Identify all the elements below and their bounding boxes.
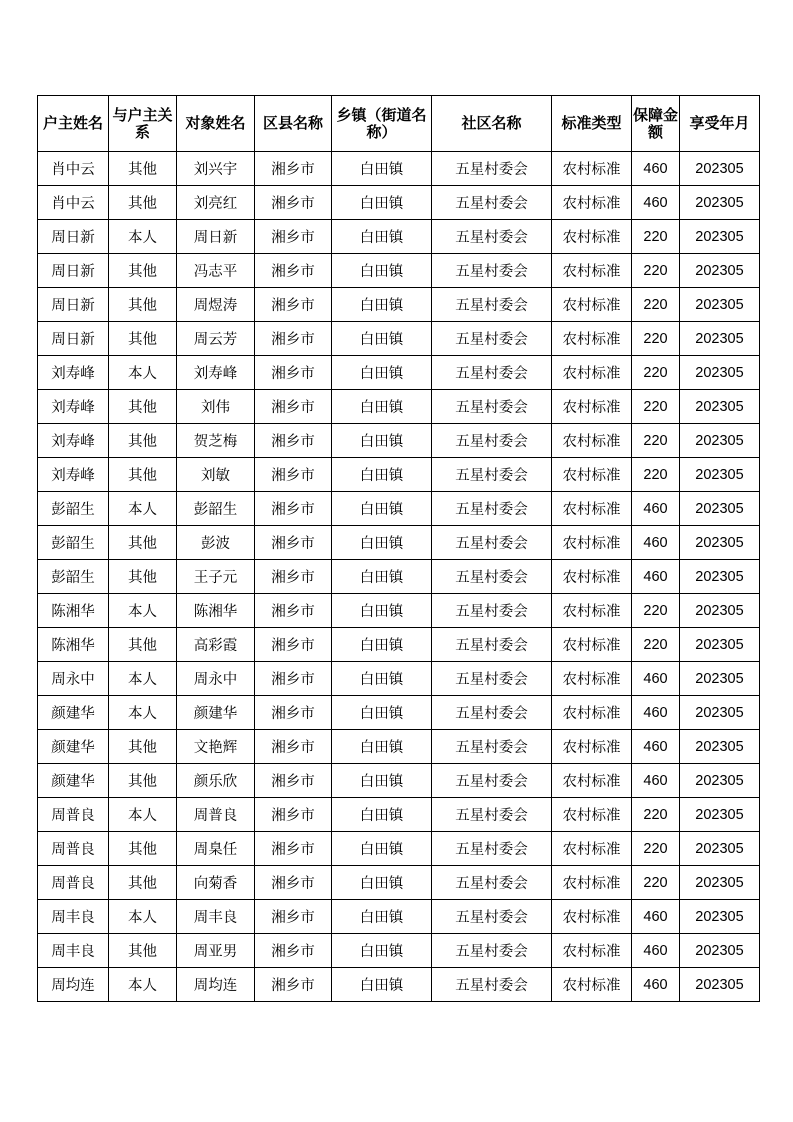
cell-community: 五星村委会 [432,730,552,764]
cell-head-name: 周日新 [38,322,109,356]
cell-person-name: 刘寿峰 [177,356,255,390]
cell-town: 白田镇 [332,424,432,458]
cell-amount: 460 [632,968,680,1002]
cell-person-name: 冯志平 [177,254,255,288]
cell-head-name: 颜建华 [38,730,109,764]
table-row [38,934,760,968]
cell-head-name: 彭韶生 [38,526,109,560]
table-row [38,764,760,798]
cell-community: 五星村委会 [432,696,552,730]
cell-person-name: 周普良 [177,798,255,832]
header-town: 乡镇（街道名称） [332,96,432,152]
table-row [38,968,760,1002]
cell-person-name: 周煜涛 [177,288,255,322]
cell-county: 湘乡市 [255,866,332,900]
cell-county: 湘乡市 [255,322,332,356]
cell-relation: 其他 [109,288,177,322]
cell-community: 五星村委会 [432,594,552,628]
cell-town: 白田镇 [332,696,432,730]
cell-community: 五星村委会 [432,322,552,356]
cell-community: 五星村委会 [432,832,552,866]
cell-head-name: 周普良 [38,866,109,900]
cell-town: 白田镇 [332,186,432,220]
cell-relation: 其他 [109,322,177,356]
cell-community: 五星村委会 [432,186,552,220]
table-row [38,356,760,390]
cell-county: 湘乡市 [255,696,332,730]
cell-head-name: 彭韶生 [38,560,109,594]
cell-town: 白田镇 [332,662,432,696]
cell-person-name: 刘敏 [177,458,255,492]
cell-amount: 460 [632,560,680,594]
cell-standard-type: 农村标准 [552,322,632,356]
cell-head-name: 周日新 [38,254,109,288]
cell-standard-type: 农村标准 [552,152,632,186]
cell-amount: 460 [632,900,680,934]
cell-month: 202305 [680,492,760,526]
cell-month: 202305 [680,254,760,288]
cell-month: 202305 [680,662,760,696]
cell-standard-type: 农村标准 [552,186,632,220]
cell-amount: 220 [632,254,680,288]
cell-community: 五星村委会 [432,628,552,662]
cell-standard-type: 农村标准 [552,254,632,288]
cell-standard-type: 农村标准 [552,560,632,594]
table-row [38,220,760,254]
cell-month: 202305 [680,628,760,662]
cell-amount: 460 [632,730,680,764]
cell-amount: 220 [632,628,680,662]
cell-county: 湘乡市 [255,662,332,696]
cell-head-name: 陈湘华 [38,628,109,662]
cell-standard-type: 农村标准 [552,900,632,934]
header-head-name: 户主姓名 [38,96,109,152]
cell-county: 湘乡市 [255,492,332,526]
cell-county: 湘乡市 [255,832,332,866]
cell-town: 白田镇 [332,288,432,322]
cell-amount: 460 [632,764,680,798]
cell-person-name: 彭波 [177,526,255,560]
cell-town: 白田镇 [332,152,432,186]
cell-relation: 其他 [109,390,177,424]
cell-relation: 其他 [109,458,177,492]
header-county: 区县名称 [255,96,332,152]
cell-town: 白田镇 [332,458,432,492]
table-body [38,152,760,1002]
cell-community: 五星村委会 [432,424,552,458]
cell-month: 202305 [680,866,760,900]
cell-town: 白田镇 [332,866,432,900]
cell-county: 湘乡市 [255,186,332,220]
cell-amount: 220 [632,424,680,458]
cell-amount: 220 [632,288,680,322]
cell-head-name: 陈湘华 [38,594,109,628]
cell-county: 湘乡市 [255,254,332,288]
cell-county: 湘乡市 [255,390,332,424]
cell-amount: 220 [632,594,680,628]
cell-town: 白田镇 [332,730,432,764]
table-row [38,730,760,764]
cell-month: 202305 [680,968,760,1002]
cell-community: 五星村委会 [432,560,552,594]
cell-standard-type: 农村标准 [552,968,632,1002]
cell-month: 202305 [680,288,760,322]
cell-head-name: 周丰良 [38,900,109,934]
header-standard-type: 标准类型 [552,96,632,152]
cell-relation: 本人 [109,220,177,254]
cell-head-name: 刘寿峰 [38,390,109,424]
table-row [38,254,760,288]
cell-standard-type: 农村标准 [552,798,632,832]
cell-person-name: 贺芝梅 [177,424,255,458]
table-row [38,288,760,322]
cell-person-name: 颜建华 [177,696,255,730]
cell-relation: 本人 [109,594,177,628]
cell-month: 202305 [680,152,760,186]
cell-town: 白田镇 [332,594,432,628]
cell-person-name: 刘亮红 [177,186,255,220]
cell-county: 湘乡市 [255,628,332,662]
cell-month: 202305 [680,798,760,832]
cell-amount: 460 [632,526,680,560]
cell-amount: 220 [632,458,680,492]
cell-month: 202305 [680,424,760,458]
cell-person-name: 周臬任 [177,832,255,866]
table-row [38,594,760,628]
cell-person-name: 周丰良 [177,900,255,934]
cell-relation: 其他 [109,186,177,220]
cell-community: 五星村委会 [432,934,552,968]
cell-head-name: 周永中 [38,662,109,696]
cell-person-name: 文艳辉 [177,730,255,764]
cell-relation: 其他 [109,628,177,662]
cell-head-name: 刘寿峰 [38,356,109,390]
cell-person-name: 陈湘华 [177,594,255,628]
cell-relation: 其他 [109,866,177,900]
cell-town: 白田镇 [332,390,432,424]
cell-person-name: 高彩霞 [177,628,255,662]
cell-community: 五星村委会 [432,458,552,492]
cell-month: 202305 [680,560,760,594]
cell-community: 五星村委会 [432,764,552,798]
cell-month: 202305 [680,696,760,730]
cell-head-name: 周丰良 [38,934,109,968]
cell-month: 202305 [680,322,760,356]
cell-town: 白田镇 [332,526,432,560]
cell-amount: 460 [632,696,680,730]
cell-town: 白田镇 [332,764,432,798]
table-row [38,696,760,730]
cell-person-name: 向菊香 [177,866,255,900]
cell-month: 202305 [680,356,760,390]
cell-county: 湘乡市 [255,764,332,798]
cell-community: 五星村委会 [432,152,552,186]
cell-community: 五星村委会 [432,390,552,424]
cell-town: 白田镇 [332,968,432,1002]
cell-head-name: 周日新 [38,288,109,322]
cell-standard-type: 农村标准 [552,492,632,526]
cell-head-name: 周日新 [38,220,109,254]
table-row [38,390,760,424]
cell-town: 白田镇 [332,798,432,832]
table-row [38,832,760,866]
cell-relation: 其他 [109,526,177,560]
table-row [38,628,760,662]
cell-person-name: 刘伟 [177,390,255,424]
header-community: 社区名称 [432,96,552,152]
table-row [38,424,760,458]
cell-month: 202305 [680,730,760,764]
cell-person-name: 彭韶生 [177,492,255,526]
table-row [38,798,760,832]
cell-county: 湘乡市 [255,526,332,560]
header-month: 享受年月 [680,96,760,152]
cell-county: 湘乡市 [255,934,332,968]
table-row [38,662,760,696]
cell-standard-type: 农村标准 [552,356,632,390]
cell-person-name: 周日新 [177,220,255,254]
cell-community: 五星村委会 [432,866,552,900]
cell-community: 五星村委会 [432,662,552,696]
subsidy-roster-table [37,95,760,1002]
cell-standard-type: 农村标准 [552,594,632,628]
table-row [38,900,760,934]
cell-head-name: 周普良 [38,798,109,832]
cell-relation: 其他 [109,764,177,798]
table-row [38,458,760,492]
cell-relation: 其他 [109,254,177,288]
cell-community: 五星村委会 [432,254,552,288]
cell-county: 湘乡市 [255,152,332,186]
cell-head-name: 颜建华 [38,696,109,730]
cell-head-name: 肖中云 [38,152,109,186]
cell-head-name: 周均连 [38,968,109,1002]
cell-community: 五星村委会 [432,968,552,1002]
cell-community: 五星村委会 [432,900,552,934]
cell-amount: 460 [632,662,680,696]
cell-standard-type: 农村标准 [552,866,632,900]
table-row [38,152,760,186]
cell-amount: 220 [632,866,680,900]
cell-town: 白田镇 [332,900,432,934]
cell-community: 五星村委会 [432,492,552,526]
cell-month: 202305 [680,458,760,492]
table-row [38,560,760,594]
cell-standard-type: 农村标准 [552,424,632,458]
table-row [38,322,760,356]
cell-standard-type: 农村标准 [552,458,632,492]
cell-relation: 其他 [109,832,177,866]
cell-standard-type: 农村标准 [552,696,632,730]
cell-town: 白田镇 [332,560,432,594]
cell-month: 202305 [680,934,760,968]
cell-relation: 本人 [109,492,177,526]
cell-county: 湘乡市 [255,424,332,458]
cell-amount: 220 [632,322,680,356]
cell-county: 湘乡市 [255,594,332,628]
cell-month: 202305 [680,594,760,628]
cell-relation: 本人 [109,662,177,696]
cell-person-name: 王子元 [177,560,255,594]
cell-person-name: 周均连 [177,968,255,1002]
table-header-row [38,96,760,152]
cell-county: 湘乡市 [255,458,332,492]
cell-county: 湘乡市 [255,730,332,764]
cell-standard-type: 农村标准 [552,526,632,560]
cell-county: 湘乡市 [255,968,332,1002]
cell-standard-type: 农村标准 [552,832,632,866]
cell-town: 白田镇 [332,492,432,526]
cell-relation: 其他 [109,152,177,186]
cell-head-name: 刘寿峰 [38,424,109,458]
cell-town: 白田镇 [332,254,432,288]
cell-person-name: 刘兴宇 [177,152,255,186]
cell-town: 白田镇 [332,220,432,254]
cell-town: 白田镇 [332,356,432,390]
cell-month: 202305 [680,186,760,220]
header-amount: 保障金额 [632,96,680,152]
cell-town: 白田镇 [332,322,432,356]
cell-month: 202305 [680,220,760,254]
cell-amount: 220 [632,390,680,424]
cell-standard-type: 农村标准 [552,934,632,968]
cell-head-name: 刘寿峰 [38,458,109,492]
cell-month: 202305 [680,390,760,424]
cell-amount: 460 [632,492,680,526]
cell-month: 202305 [680,526,760,560]
cell-community: 五星村委会 [432,288,552,322]
cell-month: 202305 [680,900,760,934]
cell-standard-type: 农村标准 [552,288,632,322]
cell-amount: 220 [632,798,680,832]
cell-community: 五星村委会 [432,356,552,390]
cell-person-name: 颜乐欣 [177,764,255,798]
cell-relation: 其他 [109,730,177,764]
cell-town: 白田镇 [332,628,432,662]
cell-county: 湘乡市 [255,560,332,594]
cell-head-name: 颜建华 [38,764,109,798]
cell-standard-type: 农村标准 [552,730,632,764]
cell-town: 白田镇 [332,934,432,968]
cell-relation: 其他 [109,560,177,594]
cell-town: 白田镇 [332,832,432,866]
cell-month: 202305 [680,832,760,866]
cell-head-name: 周普良 [38,832,109,866]
header-relation: 与户主关系 [109,96,177,152]
cell-person-name: 周云芳 [177,322,255,356]
cell-head-name: 彭韶生 [38,492,109,526]
cell-amount: 460 [632,152,680,186]
cell-person-name: 周永中 [177,662,255,696]
cell-month: 202305 [680,764,760,798]
cell-amount: 460 [632,934,680,968]
table-row [38,492,760,526]
cell-community: 五星村委会 [432,220,552,254]
cell-relation: 本人 [109,798,177,832]
cell-community: 五星村委会 [432,798,552,832]
cell-relation: 本人 [109,900,177,934]
cell-relation: 其他 [109,934,177,968]
cell-relation: 其他 [109,424,177,458]
table-row [38,526,760,560]
cell-county: 湘乡市 [255,900,332,934]
cell-amount: 460 [632,186,680,220]
cell-person-name: 周亚男 [177,934,255,968]
cell-relation: 本人 [109,356,177,390]
table-row [38,866,760,900]
cell-county: 湘乡市 [255,220,332,254]
cell-standard-type: 农村标准 [552,628,632,662]
cell-relation: 本人 [109,696,177,730]
cell-amount: 220 [632,356,680,390]
cell-county: 湘乡市 [255,356,332,390]
cell-standard-type: 农村标准 [552,220,632,254]
cell-standard-type: 农村标准 [552,764,632,798]
cell-community: 五星村委会 [432,526,552,560]
cell-county: 湘乡市 [255,288,332,322]
cell-standard-type: 农村标准 [552,390,632,424]
header-person-name: 对象姓名 [177,96,255,152]
cell-relation: 本人 [109,968,177,1002]
cell-amount: 220 [632,220,680,254]
cell-county: 湘乡市 [255,798,332,832]
cell-head-name: 肖中云 [38,186,109,220]
cell-standard-type: 农村标准 [552,662,632,696]
cell-amount: 220 [632,832,680,866]
table-row [38,186,760,220]
